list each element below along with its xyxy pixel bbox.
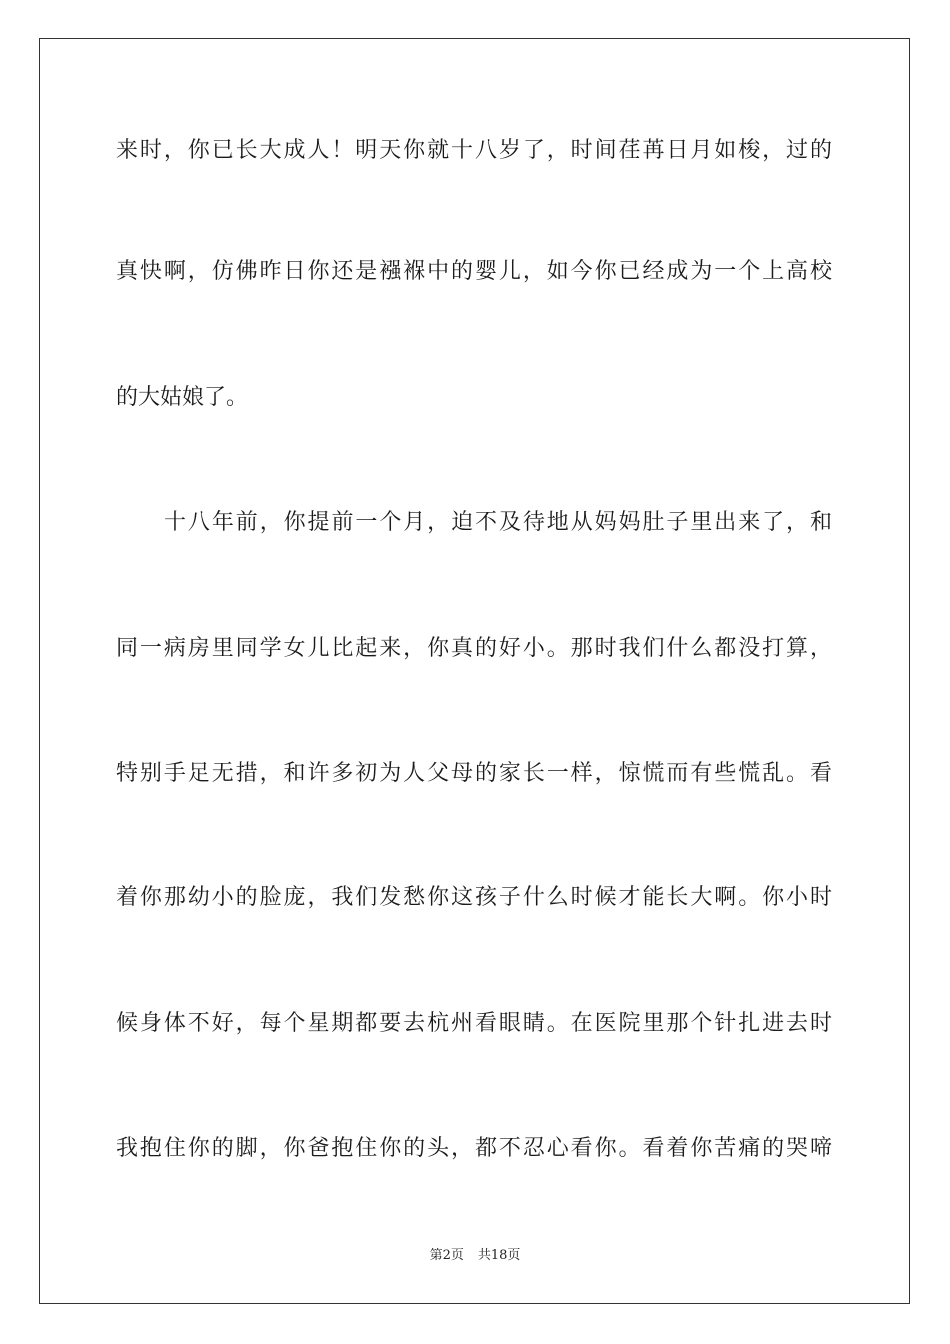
body-line-2: 真快啊，仿佛昨日你还是襁褓中的婴儿，如今你已经成为一个上高校 [116, 259, 832, 284]
body-line-4: 十八年前，你提前一个月，迫不及待地从妈妈肚子里出来了，和 [164, 510, 832, 535]
body-line-1: 来时，你已长大成人！明天你就十八岁了，时间荏苒日月如梭，过的 [116, 138, 832, 163]
page-total: 共18页 [477, 1248, 521, 1263]
body-line-6: 特别手足无措，和许多初为人父母的家长一样，惊慌而有些慌乱。看 [116, 761, 832, 786]
page-border [39, 38, 910, 1304]
page-number: 第2页 [429, 1248, 464, 1263]
page-footer [0, 1247, 950, 1265]
body-line-3: 的大姑娘了。 [116, 385, 249, 410]
body-line-8: 候身体不好，每个星期都要去杭州看眼睛。在医院里那个针扎进去时 [116, 1011, 832, 1036]
body-line-5: 同一病房里同学女儿比起来，你真的好小。那时我们什么都没打算， [116, 636, 832, 661]
body-line-9: 我抱住你的脚，你爸抱住你的头，都不忍心看你。看着你苦痛的哭啼 [116, 1136, 832, 1161]
body-line-7: 着你那幼小的脸庞，我们发愁你这孩子什么时候才能长大啊。你小时 [116, 885, 832, 910]
